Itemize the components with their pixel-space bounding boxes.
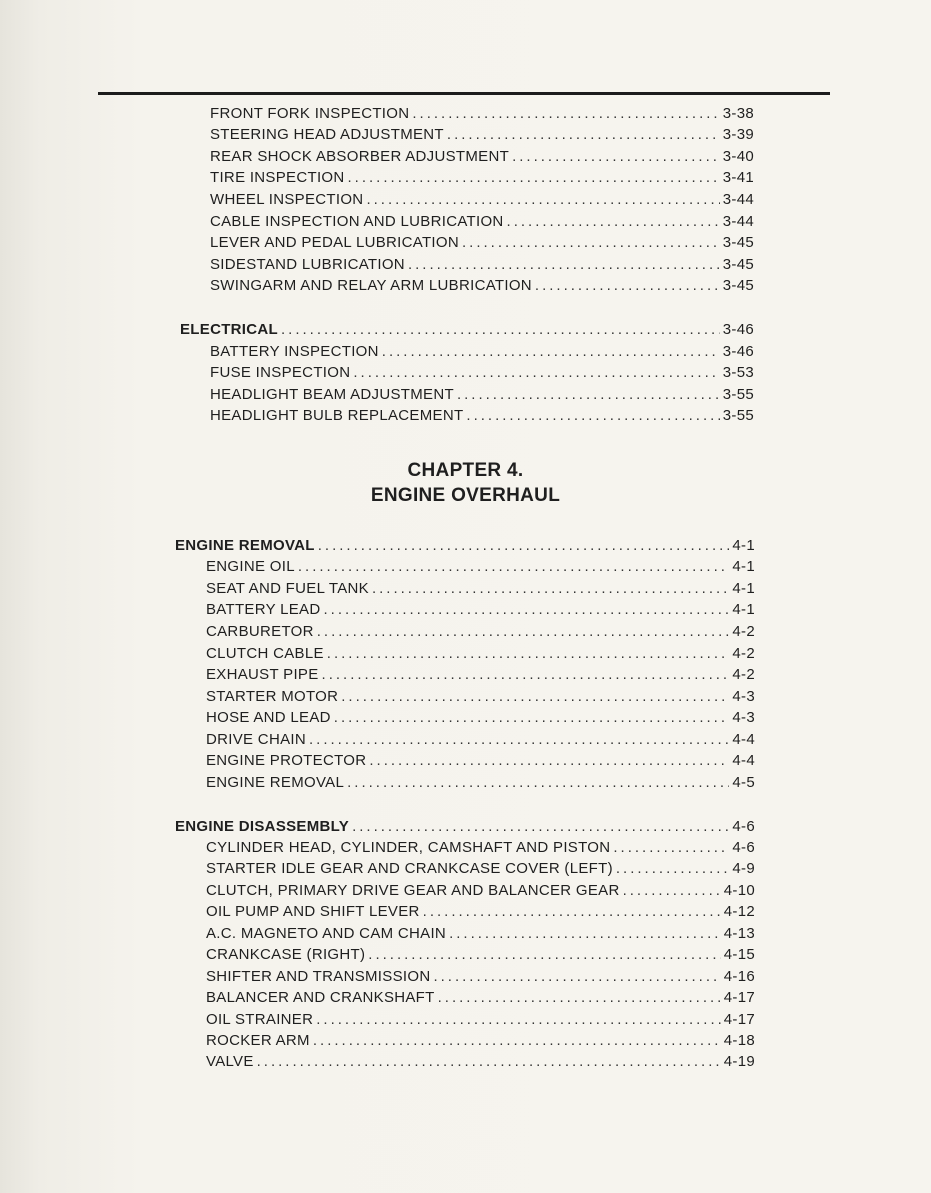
toc-entry-page: 3-53 [722,364,754,381]
toc-entry-title: ENGINE OIL [206,558,295,575]
toc-entry-page: 4-19 [723,1053,755,1070]
toc-entry-title: CABLE INSPECTION AND LUBRICATION [210,213,504,230]
toc-entry-page: 4-1 [732,558,755,575]
dot-leader [372,579,729,599]
toc-entry-page: 3-44 [722,191,754,208]
dot-leader [623,881,721,901]
toc-entry-page: 4-2 [732,645,755,662]
toc-entry-page: 4-18 [723,1032,755,1049]
toc-entry[interactable] [206,1031,755,1051]
toc-entry[interactable] [210,190,754,210]
toc-entry-page: 4-6 [732,839,755,856]
toc-entry[interactable] [210,385,754,405]
dot-leader [322,665,730,685]
toc-entry-page: 4-3 [732,709,755,726]
toc-entry-page: 4-1 [732,601,755,618]
toc-entry-page: 3-45 [722,277,754,294]
toc-entry[interactable] [210,168,754,188]
toc-entry[interactable] [210,363,754,383]
dot-leader [347,773,729,793]
toc-entry-title: SIDESTAND LUBRICATION [210,256,405,273]
toc-entry-title: HOSE AND LEAD [206,709,331,726]
toc-entry-title: REAR SHOCK ABSORBER ADJUSTMENT [210,148,510,165]
toc-entry-page: 4-2 [732,623,755,640]
dot-leader [408,255,720,275]
toc-entry-page: 3-55 [722,407,754,424]
toc-entry[interactable] [206,1052,755,1072]
toc-entry-title: SEAT AND FUEL TANK [206,580,369,597]
dot-leader [341,687,729,707]
toc-entry-title: OIL STRAINER [206,1011,314,1028]
toc-entry[interactable] [210,342,754,362]
dot-leader [507,212,720,232]
dot-leader [257,1052,721,1072]
toc-entry-page: 3-40 [722,148,754,165]
toc-entry-title: CLUTCH CABLE [206,645,324,662]
toc-entry-page: 3-41 [722,169,754,186]
chapter-number: CHAPTER 4. [407,460,524,481]
toc-entry-title: ENGINE DISASSEMBLY [175,818,350,835]
toc-entry-title: FRONT FORK INSPECTION [210,105,410,122]
toc-entry-title: A.C. MAGNETO AND CAM CHAIN [206,925,447,942]
toc-entry-title: STARTER IDLE GEAR AND CRANKCASE COVER (LEFT) [206,860,613,877]
dot-leader [412,104,719,124]
toc-entry-title: ENGINE PROTECTOR [206,752,367,769]
toc-entry-title: TIRE INSPECTION [210,169,345,186]
toc-entry-page: 4-9 [732,860,755,877]
toc-entry[interactable] [206,557,755,577]
dot-leader [535,276,720,296]
toc-entry-title: SWINGARM AND RELAY ARM LUBRICATION [210,277,532,294]
toc-entry[interactable] [206,687,755,707]
toc-entry-title: STARTER MOTOR [206,688,339,705]
dot-leader [466,406,719,426]
toc-entry-page: 4-6 [732,818,755,835]
toc-entry-title: FUSE INSPECTION [210,364,351,381]
toc-section-heading[interactable] [175,817,755,837]
toc-entry-page: 3-55 [722,386,754,403]
toc-entry[interactable] [210,212,754,232]
chapter-title: ENGINE OVERHAUL [370,485,561,506]
dot-leader [348,168,720,188]
toc-entry[interactable] [206,622,755,642]
dot-leader [449,924,721,944]
toc-entry-page: 4-15 [723,946,755,963]
toc-entry-title: CYLINDER HEAD, CYLINDER, CAMSHAFT AND PISTON [206,839,611,856]
toc-entry[interactable] [206,902,755,922]
header-rule [98,92,830,95]
toc-entry-title: ENGINE REMOVAL [175,537,315,554]
dot-leader [318,536,730,556]
toc-entry-title: DRIVE CHAIN [206,731,306,748]
toc-entry-page: 3-46 [722,321,754,338]
toc-entry-page: 4-4 [732,731,755,748]
toc-entry-page: 4-13 [723,925,755,942]
toc-entry-title: VALVE [206,1053,254,1070]
toc-entry[interactable] [206,665,755,685]
dot-leader [352,817,729,837]
toc-entry-title: CARBURETOR [206,623,314,640]
dot-leader [366,190,719,210]
toc-entry-title: BALANCER AND CRANKSHAFT [206,989,435,1006]
toc-entry-title: BATTERY INSPECTION [210,343,379,360]
toc-entry-title: BATTERY LEAD [206,601,321,618]
toc-entry[interactable] [210,233,754,253]
dot-leader [433,967,720,987]
toc-entry[interactable] [210,147,754,167]
toc-entry-page: 4-1 [732,580,755,597]
dot-leader [616,859,730,879]
toc-entry-page: 4-10 [723,882,755,899]
dot-leader [369,751,729,771]
dot-leader [447,125,720,145]
toc-entry-page: 3-45 [722,256,754,273]
toc-entry[interactable] [206,945,755,965]
toc-entry[interactable] [210,255,754,275]
toc-entry-title: ENGINE REMOVAL [206,774,345,791]
toc-entry[interactable] [206,838,755,858]
toc-entry-title: HEADLIGHT BULB REPLACEMENT [210,407,464,424]
dot-leader [281,320,720,340]
toc-entry[interactable] [206,988,755,1008]
toc-entry[interactable] [210,125,754,145]
dot-leader [462,233,720,253]
toc-entry[interactable] [206,773,755,793]
toc-entry[interactable] [206,924,755,944]
toc-entry-page: 4-17 [723,1011,755,1028]
toc-entry-title: STEERING HEAD ADJUSTMENT [210,126,444,143]
toc-entry[interactable] [206,881,755,901]
dot-leader [313,1031,721,1051]
dot-leader [382,342,720,362]
toc-entry-title: HEADLIGHT BEAM ADJUSTMENT [210,386,454,403]
dot-leader [423,902,721,922]
toc-entry[interactable] [206,579,755,599]
toc-entry-page: 4-1 [732,537,755,554]
toc-entry-page: 4-5 [732,774,755,791]
toc-entry-title: OIL PUMP AND SHIFT LEVER [206,903,420,920]
toc-entry[interactable] [206,644,755,664]
toc-entry[interactable] [210,406,754,426]
toc-entry-title: CLUTCH, PRIMARY DRIVE GEAR AND BALANCER GEAR [206,882,620,899]
toc-entry[interactable] [206,967,755,987]
toc-entry-page: 3-38 [722,105,754,122]
toc-section-heading[interactable] [175,536,755,556]
toc-entry-page: 4-4 [732,752,755,769]
dot-leader [323,600,729,620]
dot-leader [327,644,730,664]
toc-entry-title: EXHAUST PIPE [206,666,319,683]
toc-entry-title: ELECTRICAL [180,321,278,338]
toc-section-heading[interactable] [180,320,754,340]
dot-leader [457,385,720,405]
toc-entry-page: 4-16 [723,968,755,985]
dot-leader [613,838,729,858]
dot-leader [309,730,729,750]
toc-entry-page: 3-44 [722,213,754,230]
toc-entry-title: ROCKER ARM [206,1032,310,1049]
toc-entry-page: 3-39 [722,126,754,143]
toc-entry-page: 4-12 [723,903,755,920]
dot-leader [298,557,730,577]
toc-entry[interactable] [210,104,754,124]
toc-entry-page: 4-3 [732,688,755,705]
toc-entry[interactable] [206,1010,755,1030]
toc-entry[interactable] [206,708,755,728]
toc-entry-title: CRANKCASE (RIGHT) [206,946,366,963]
dot-leader [317,622,730,642]
toc-entry[interactable] [206,751,755,771]
toc-entry-page: 3-45 [722,234,754,251]
toc-entry-page: 4-2 [732,666,755,683]
dot-leader [316,1010,721,1030]
toc-entry[interactable] [210,276,754,296]
toc-entry-page: 3-46 [722,343,754,360]
toc-entry[interactable] [206,600,755,620]
toc-entry-page: 4-17 [723,989,755,1006]
dot-leader [353,363,719,383]
dot-leader [438,988,721,1008]
dot-leader [368,945,720,965]
toc-entry[interactable] [206,730,755,750]
toc-entry-title: WHEEL INSPECTION [210,191,364,208]
toc-entry-title: SHIFTER AND TRANSMISSION [206,968,431,985]
dot-leader [334,708,730,728]
toc-entry-title: LEVER AND PEDAL LUBRICATION [210,234,460,251]
toc-entry[interactable] [206,859,755,879]
dot-leader [512,147,720,167]
